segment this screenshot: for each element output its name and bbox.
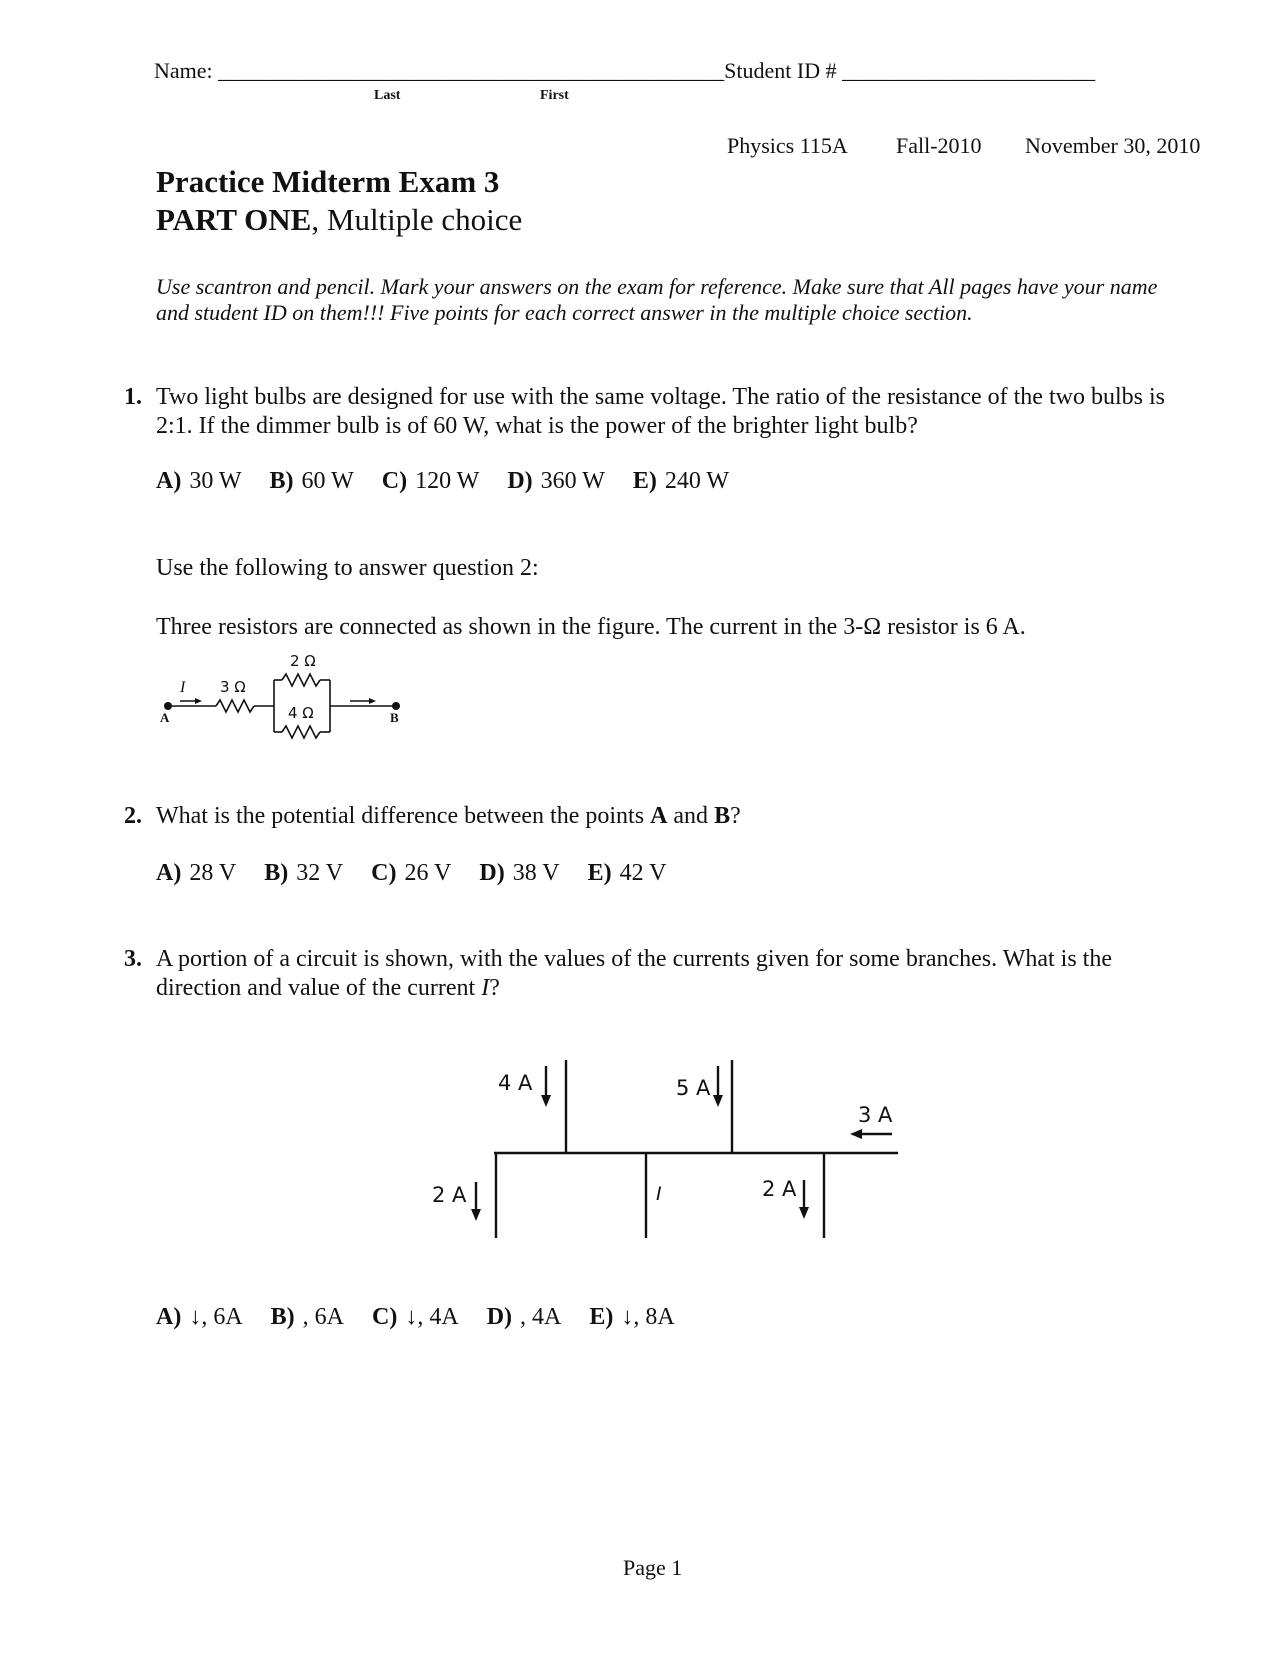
q2-description: Three resistors are connected as shown in the figure. The current in the 3-Ω resistor is 6 A. xyxy=(156,614,1026,640)
point-b-label: B xyxy=(390,710,399,725)
r-bottom-label: 4 Ω xyxy=(288,704,314,722)
q3-option-b[interactable]: B) , 6A xyxy=(270,1304,345,1330)
header-name-row xyxy=(154,58,1095,84)
label-i: I xyxy=(656,1183,662,1205)
q3-text-line1: A portion of a circuit is shown, with the values of the currents given for some branches. What is the xyxy=(156,946,1112,972)
term-label: Fall-2010 xyxy=(896,133,982,158)
instructions-line1: Use scantron and pencil. Mark your answers on the exam for reference. Make sure that All pages have your name xyxy=(156,274,1158,299)
label-2a-right: 2 A xyxy=(762,1177,797,1201)
r-top-label: 2 Ω xyxy=(290,652,316,670)
label-5a: 5 A xyxy=(676,1076,711,1100)
q2-text: What is the potential difference between the points A and B? xyxy=(156,803,741,829)
page-title: Practice Midterm Exam 3 xyxy=(156,164,500,199)
q2-option-e[interactable]: E) 42 V xyxy=(587,860,667,886)
q2-option-c[interactable]: C) 26 V xyxy=(371,860,452,886)
label-3a: 3 A xyxy=(858,1103,893,1127)
label-4a: 4 A xyxy=(498,1071,533,1095)
resistor-4-ohm xyxy=(282,726,320,738)
page-number: Page 1 xyxy=(623,1555,683,1580)
q1-option-c[interactable]: C) 120 W xyxy=(381,468,480,494)
q3-options xyxy=(156,1304,697,1331)
first-label: First xyxy=(540,88,569,103)
q1-number: 1. xyxy=(124,384,142,410)
course-label: Physics 115A xyxy=(727,133,848,158)
q2-intro: Use the following to answer question 2: xyxy=(156,555,539,581)
r-left-label: 3 Ω xyxy=(220,678,246,696)
q3-text-line2: direction and value of the current I? xyxy=(156,975,500,1001)
q1-option-d[interactable]: D) 360 W xyxy=(507,468,605,494)
q2-option-a[interactable]: A) 28 V xyxy=(156,860,237,886)
page-subtitle xyxy=(156,202,522,238)
q1-text-line2: 2:1. If the dimmer bulb is of 60 W, what is the power of the brighter light bulb? xyxy=(156,413,918,439)
node-a xyxy=(164,702,172,710)
arrow-3a xyxy=(850,1129,862,1139)
current-junction-figure xyxy=(420,1050,920,1250)
q1-option-a[interactable]: A) 30 W xyxy=(156,468,242,494)
current-arrow-right xyxy=(369,698,376,704)
arrow-2a-left xyxy=(471,1209,481,1221)
resistor-circuit-figure xyxy=(150,644,410,756)
q3-option-c[interactable]: C) ↓, 4A xyxy=(372,1304,459,1330)
q3-option-a[interactable]: A) ↓, 6A xyxy=(156,1304,243,1330)
name-line[interactable]: ______________________________________________ xyxy=(218,58,725,83)
arrow-5a xyxy=(713,1095,723,1107)
node-b xyxy=(392,702,400,710)
date-label: November 30, 2010 xyxy=(1025,133,1201,158)
resistor-3-ohm xyxy=(216,700,254,712)
name-label: Name: xyxy=(154,58,213,83)
resistor-2-ohm xyxy=(282,674,320,686)
q2-number: 2. xyxy=(124,803,142,829)
point-a-label: A xyxy=(160,710,170,725)
q1-options xyxy=(156,468,751,495)
q2-option-d[interactable]: D) 38 V xyxy=(479,860,560,886)
q2-options xyxy=(156,860,689,887)
last-label: Last xyxy=(374,88,401,103)
q3-option-e[interactable]: E) ↓, 8A xyxy=(589,1304,675,1330)
q3-option-d[interactable]: D) , 4A xyxy=(486,1304,562,1330)
arrow-2a-right xyxy=(799,1207,809,1219)
q3-number: 3. xyxy=(124,946,142,972)
part-one-rest: , Multiple choice xyxy=(311,202,523,237)
current-arrow-left xyxy=(195,698,202,704)
label-2a-left: 2 A xyxy=(432,1183,467,1207)
student-id-label: Student ID # xyxy=(724,58,837,83)
student-id-line[interactable]: _______________________ xyxy=(842,58,1096,83)
q1-text-line1: Two light bulbs are designed for use with the same voltage. The ratio of the resistance of the two bulbs is xyxy=(156,384,1165,410)
arrow-4a xyxy=(541,1095,551,1107)
instructions-line2: and student ID on them!!! Five points for each correct answer in the multiple choice section. xyxy=(156,300,973,325)
q2-option-b[interactable]: B) 32 V xyxy=(264,860,344,886)
q1-option-b[interactable]: B) 60 W xyxy=(269,468,354,494)
current-label: I xyxy=(180,679,186,696)
part-one-label: PART ONE xyxy=(156,202,312,237)
q1-option-e[interactable]: E) 240 W xyxy=(632,468,730,494)
